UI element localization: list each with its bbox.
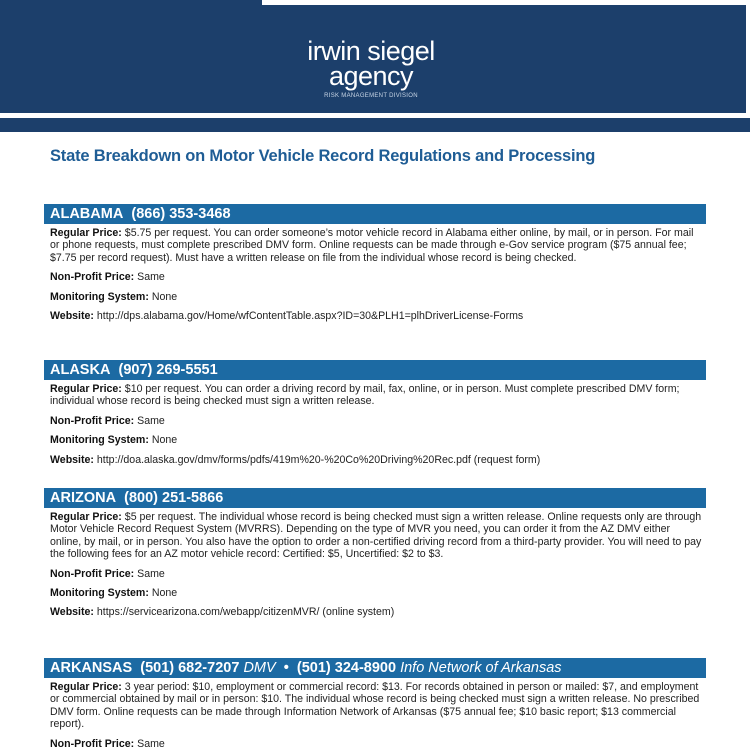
website-link[interactable]: http://dps.alabama.gov/Home/wfContentTable.aspx?ID=30&PLH1=plhDriverLicense-Forms — [96, 310, 524, 323]
regular-price-text: $5.75 per request. You can order someone’s motor vehicle record in Alabama either online, by mail, or in person. For mail or phone requests, must complete prescribed DMV form. Online requests can be made through e-Gov service program ($75 annual fee; $7.75 per record request). Must have a written release on file from the individual whose record is being checked. — [50, 227, 694, 264]
nonprofit-price-row — [44, 738, 706, 750]
state-section-alaska — [44, 360, 706, 466]
state-phone: (800) 251-5866 — [124, 490, 224, 506]
state-header — [44, 488, 706, 508]
state-section-arizona — [44, 488, 706, 619]
field-label: Website: — [50, 453, 94, 466]
field-label: Monitoring System: — [50, 290, 149, 303]
monitoring-text: None — [151, 434, 178, 447]
monitoring-row — [44, 291, 706, 303]
field-label: Non-Profit Price: — [50, 414, 135, 427]
state-section-alabama — [44, 204, 706, 322]
nonprofit-price-row — [44, 271, 706, 283]
monitoring-row — [44, 434, 706, 446]
state-name: ARIZONA — [50, 490, 117, 506]
field-label: Regular Price: — [50, 227, 122, 239]
header-notch — [262, 0, 750, 5]
regular-price-text: $10 per request. You can order a driving record by mail, fax, online, or in person. Must complete prescribed DMV form; individual whose record is being checked must sign a written release. — [50, 383, 680, 408]
state-phone-2: (501) 324-8900 — [296, 660, 397, 676]
field-label: Website: — [50, 310, 94, 323]
regular-price-row — [44, 681, 706, 731]
website-link[interactable]: http://doa.alaska.gov/dmv/forms/pdfs/419m%20-%20Co%20Driving%20Rec.pdf (request form) — [96, 453, 541, 466]
logo-tagline: RISK MANAGEMENT DIVISION — [324, 93, 418, 99]
state-header — [44, 360, 706, 380]
header-rule — [0, 118, 750, 132]
logo-line-1: irwin siegel — [307, 36, 435, 66]
regular-price-row — [44, 511, 706, 561]
logo-line-2: agency — [328, 61, 414, 91]
state-name: ALABAMA — [50, 206, 124, 222]
nonprofit-price-text: Same — [137, 271, 165, 284]
field-label: Website: — [50, 606, 94, 619]
monitoring-row — [44, 587, 706, 599]
field-label: Monitoring System: — [50, 434, 149, 447]
nonprofit-price-text: Same — [137, 737, 165, 750]
regular-price-row — [44, 383, 706, 408]
nonprofit-price-row — [44, 415, 706, 427]
field-label: Regular Price: — [50, 383, 122, 395]
nonprofit-price-text: Same — [137, 567, 165, 580]
website-row — [44, 454, 706, 466]
page-title: State Breakdown on Motor Vehicle Record Regulations and Processing — [50, 147, 596, 165]
monitoring-text: None — [151, 587, 178, 600]
state-header — [44, 658, 706, 678]
state-section-arkansas — [44, 658, 706, 750]
state-phone: (907) 269-5551 — [118, 362, 218, 378]
phone-note: DMV — [243, 660, 276, 676]
phone-2-note: Info Network of Arkansas — [400, 660, 562, 676]
field-label: Monitoring System: — [50, 587, 149, 600]
state-name: ARKANSAS — [50, 660, 133, 676]
state-name: ALASKA — [50, 362, 111, 378]
field-label: Regular Price: — [50, 511, 122, 523]
field-label: Non-Profit Price: — [50, 567, 135, 580]
website-link[interactable]: https://servicearizona.com/webapp/citizenMVR/ (online system) — [96, 606, 395, 619]
nonprofit-price-row — [44, 568, 706, 580]
header-banner — [0, 0, 750, 113]
nonprofit-price-text: Same — [137, 414, 165, 427]
monitoring-text: None — [151, 290, 178, 303]
regular-price-row — [44, 227, 706, 264]
state-header — [44, 204, 706, 224]
state-phone: (866) 353-3468 — [131, 206, 231, 222]
field-label: Non-Profit Price: — [50, 271, 135, 284]
website-row — [44, 310, 706, 322]
field-label: Non-Profit Price: — [50, 737, 135, 750]
state-phone: (501) 682-7207 — [140, 660, 240, 676]
website-row — [44, 606, 706, 618]
header-edge — [746, 0, 750, 113]
regular-price-text: $5 per request. The individual whose record is being checked must sign a written release. Online requests only are through Motor Vehicle Record Request System (MVRRS). Depending on the type of MVR you need, you can order it from the AZ DMV either online, by mail, or in person. You also have the option to order a non-certified driving record from a third-party provider. You will need to pay the following fees for an AZ motor vehicle record: Certified: $5, Uncertified: $2 to $3. — [50, 511, 702, 561]
field-label: Regular Price: — [50, 681, 122, 693]
phone-separator: • — [283, 660, 289, 676]
regular-price-text: 3 year period: $10, employment or commercial record: $13. For records obtained in person or mailed: $7, and employment or commercial obtained by mail or in person: $10. The individual whose record is being checked must sign a written release. No prescribed DMV form. Online requests can be made through Information Network of Arkansas ($75 annual fee; $10 basic report; $13 commercial report). — [50, 681, 700, 731]
agency-logo — [296, 38, 446, 99]
